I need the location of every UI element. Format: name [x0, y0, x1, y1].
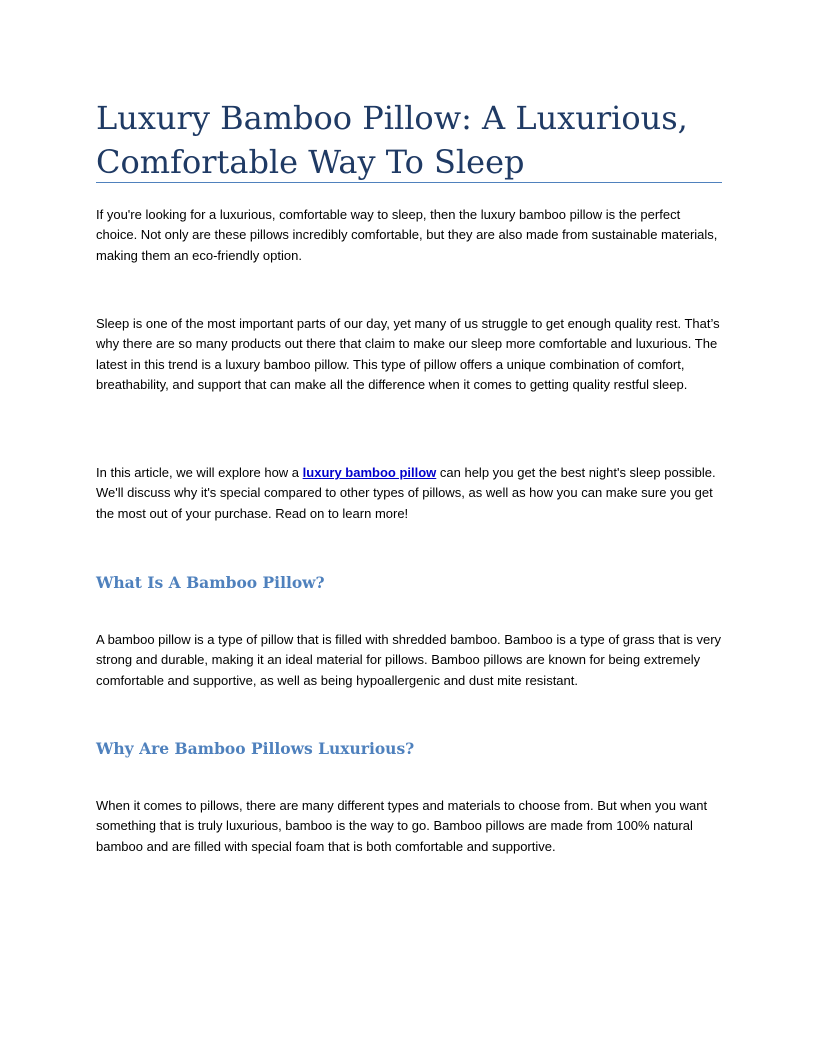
heading-what-is-bamboo-pillow: What Is A Bamboo Pillow? — [96, 573, 325, 592]
article-text-before-link: In this article, we will explore how a — [96, 465, 303, 480]
heading-why-luxurious: Why Are Bamboo Pillows Luxurious? — [96, 739, 415, 758]
sleep-paragraph: Sleep is one of the most important parts of our day, yet many of us struggle to get enough quality rest. That’s why there are so many products out there that claim to make our sleep more comfortable and luxurious. The latest in this trend is a luxury bamboo pillow. This type of pillow offers a unique combination of comfort, breathability, and support that can make all the difference when it comes to getting quality restful sleep. — [96, 316, 720, 392]
what-is-paragraph: A bamboo pillow is a type of pillow that is filled with shredded bamboo. Bamboo is a type of grass that is very strong and durable, making it an ideal material for pillows. Bamboo pillows are known for being extremely comfortable and supportive, as well as being hypoallergenic and dust mite resistant. — [96, 632, 722, 688]
page-title: Luxury Bamboo Pillow: A Luxurious, Comfortable Way To Sleep — [96, 99, 688, 181]
article-text-after-link: can help you get the best night's sleep possible. We'll discuss why it's special compared to other types of pillows, as well as how you can make sure you get the most out of your purchase. Read on to learn more! — [96, 465, 716, 521]
luxury-bamboo-pillow-link[interactable]: luxury bamboo pillow — [302, 465, 437, 480]
article-paragraph — [96, 463, 724, 524]
intro-paragraph: If you're looking for a luxurious, comfortable way to sleep, then the luxury bamboo pillow is the perfect choice. Not only are these pillows incredibly comfortable, but they are also made from sustainable materials, making them an eco-friendly option. — [96, 207, 718, 263]
why-luxurious-paragraph: When it comes to pillows, there are many different types and materials to choose from. But when you want something that is truly luxurious, bamboo is the way to go. Bamboo pillows are made from 100% natural bamboo and are filled with special foam that is both comfortable and supportive. — [96, 798, 708, 854]
title-underline-rule — [96, 182, 722, 183]
